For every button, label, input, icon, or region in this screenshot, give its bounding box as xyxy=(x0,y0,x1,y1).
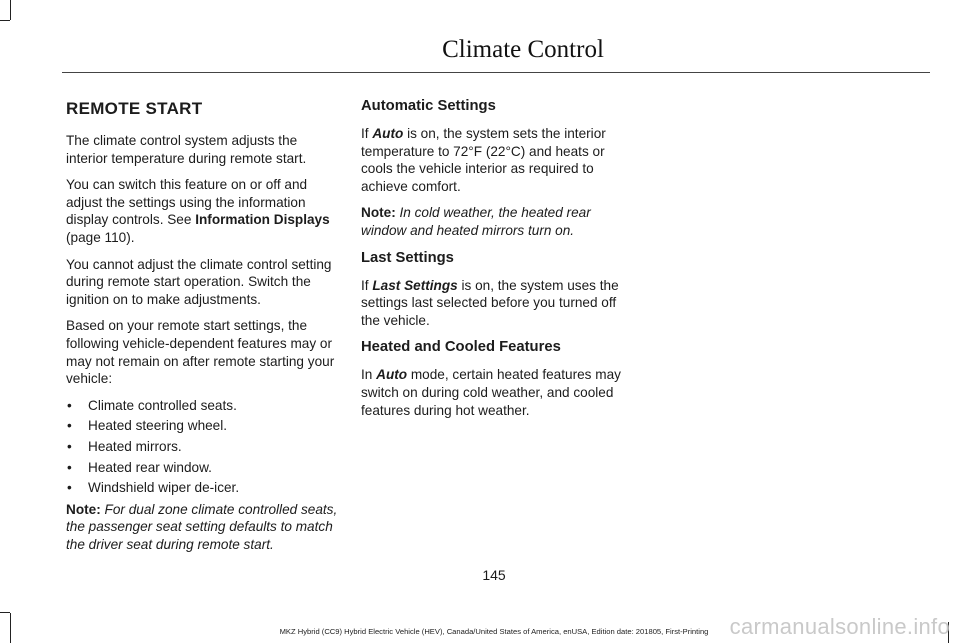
crop-mark xyxy=(0,20,10,21)
cross-reference-link[interactable]: Information Displays xyxy=(195,212,330,228)
bullet-icon: • xyxy=(67,418,72,434)
crop-mark xyxy=(0,612,10,613)
feature-list xyxy=(66,397,341,497)
list-item: • Heated mirrors. xyxy=(67,438,182,454)
section-heading: Automatic Settings xyxy=(361,98,496,114)
bullet-icon: • xyxy=(67,480,72,496)
list-item: • Heated steering wheel. xyxy=(67,418,228,434)
text-run: (page 110). xyxy=(66,229,135,245)
section-heading: REMOTE START xyxy=(66,99,203,118)
note-label: Note: xyxy=(361,205,396,221)
paragraph: You cannot adjust the climate control setting during remote start operation. Switch the ignition on to make adjustments. xyxy=(66,256,332,307)
page-title: Climate Control xyxy=(442,36,604,63)
section-heading: Heated and Cooled Features xyxy=(361,339,561,356)
left-column xyxy=(66,99,341,562)
note-text: For dual zone climate controlled seats, the passenger seat setting defaults to match the driver seat during remote start. xyxy=(66,501,338,552)
list-item: • Heated rear window. xyxy=(67,459,212,475)
footer-edition-info: MKZ Hybrid (CC9) Hybrid Electric Vehicle (HEV), Canada/United States of America, enUSA, Edition date: 201805, First-Printing xyxy=(279,627,709,636)
keyword: Auto xyxy=(372,126,404,141)
list-item: • Windshield wiper de-icer. xyxy=(67,480,240,496)
note xyxy=(66,501,341,554)
note xyxy=(361,204,636,239)
list-item: • Climate controlled seats. xyxy=(67,397,237,413)
bullet-icon: • xyxy=(67,397,72,413)
paragraph: If Auto is on, the system sets the interior temperature to 72°F (22°C) and heats or cools the vehicle interior as required to achieve comfort. xyxy=(361,126,606,194)
note-label: Note: xyxy=(66,501,101,517)
paragraph: The climate control system adjusts the interior temperature during remote start. xyxy=(66,133,307,166)
page-header xyxy=(62,36,930,64)
paragraph: Based on your remote start settings, the following vehicle-dependent features may or may not remain on after remote starting your vehicle: xyxy=(66,318,335,387)
page-number: 145 xyxy=(482,567,506,583)
paragraph: If Last Settings is on, the system uses the settings last selected before you turned off the vehicle. xyxy=(361,277,619,328)
right-column xyxy=(361,97,636,428)
text-run: You can switch this feature on or off and adjust the settings using the information display controls. See xyxy=(66,177,308,228)
paragraph: In Auto mode, certain heated features may switch on during cold weather, and cooled features during hot weather. xyxy=(361,367,621,418)
section-heading: Last Settings xyxy=(361,249,454,266)
header-divider xyxy=(62,72,930,73)
paragraph xyxy=(66,176,341,246)
bullet-icon: • xyxy=(67,459,72,475)
watermark: carmanualsonline.info xyxy=(729,614,950,639)
note-text: In cold weather, the heated rear window and heated mirrors turn on. xyxy=(361,205,591,238)
keyword: Last Settings xyxy=(372,277,458,293)
crop-mark xyxy=(10,0,11,20)
bullet-icon: • xyxy=(67,438,72,454)
keyword: Auto xyxy=(376,367,408,383)
